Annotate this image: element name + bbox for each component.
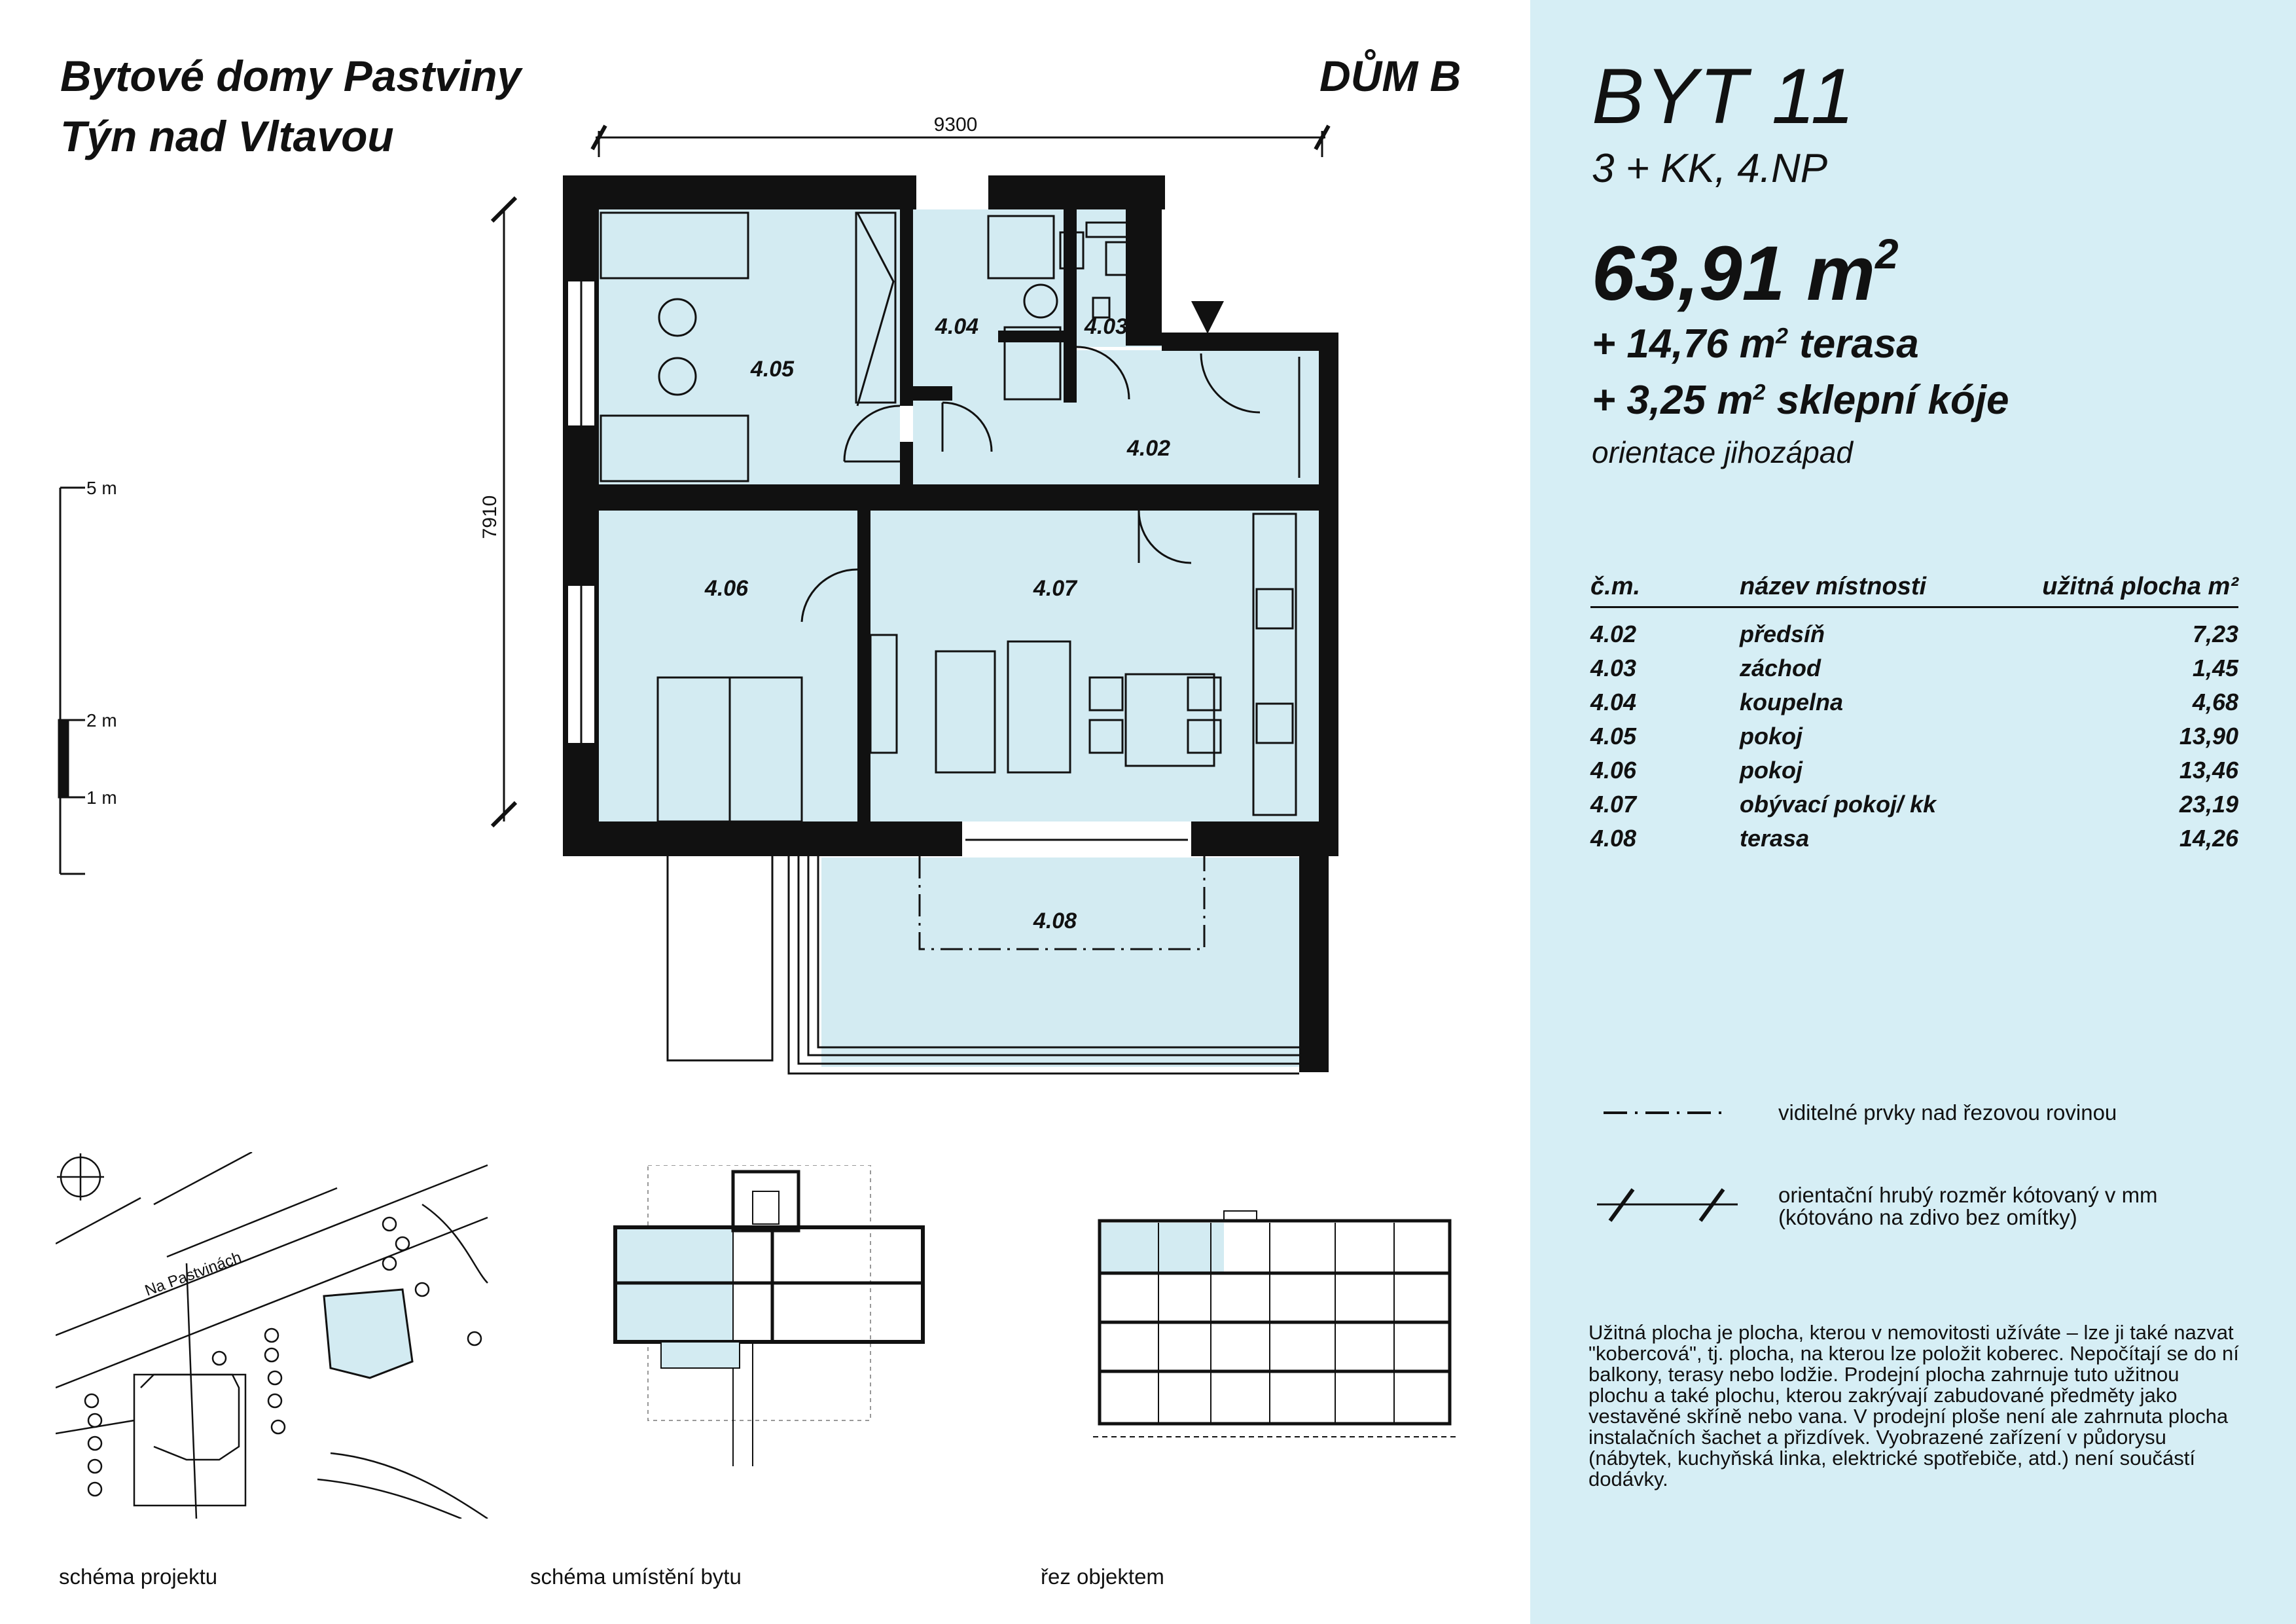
project-name: Bytové domy Pastviny: [60, 52, 522, 100]
legend-dimension-2: (kótováno na zdivo bez omítky): [1778, 1205, 2077, 1229]
caption-project-schema: schéma projektu: [59, 1564, 218, 1589]
cellar-area: [1592, 377, 2009, 424]
caption-unit-location: schéma umístění bytu: [530, 1564, 742, 1589]
terrace-sup: 2: [1775, 323, 1788, 349]
row-area: 23,19: [2179, 791, 2238, 818]
legend-dimension-1: orientační hrubý rozměr kótovaný v mm: [1778, 1183, 2158, 1207]
scale-bar: [59, 488, 85, 874]
building-section: [1093, 1204, 1460, 1466]
table-row: [1590, 791, 2238, 825]
scale-labels: [86, 478, 117, 808]
table-divider: [1590, 606, 2238, 608]
terrace-area: [1592, 321, 1919, 367]
terrace-value: + 14,76 m: [1592, 321, 1776, 367]
row-number: 4.04: [1590, 689, 1637, 715]
cellar-label: sklepní kóje: [1765, 378, 2009, 423]
area-sup: 2: [1875, 230, 1899, 278]
scale-label-2m: 2 m: [86, 710, 117, 731]
row-area: 4,68: [2192, 689, 2238, 715]
cellar-value: + 3,25 m: [1592, 378, 1753, 423]
table-row: [1590, 757, 2238, 791]
table-row: [1590, 723, 2238, 757]
table-header-name: název místnosti: [1740, 573, 1927, 600]
apartment-name: BYT 11: [1592, 52, 1856, 140]
terrace-label: terasa: [1787, 321, 1919, 367]
entrance-arrow-icon: [1191, 301, 1224, 334]
site-plan: [56, 1152, 501, 1519]
scale-label-5m: 5 m: [86, 478, 117, 498]
apartment-layout: 3 + KK, 4.NP: [1592, 146, 1828, 191]
table-row: [1590, 655, 2238, 689]
room-label-407: 4.07: [1033, 576, 1077, 601]
dash-dot-line-icon: [1604, 1100, 1734, 1126]
row-name: terasa: [1740, 825, 1810, 852]
row-number: 4.06: [1590, 757, 1637, 784]
dimension-line-icon: [1597, 1182, 1741, 1227]
table-row: [1590, 689, 2238, 723]
row-name: pokoj: [1740, 757, 1803, 784]
house-label: DŮM B: [1319, 52, 1462, 100]
row-number: 4.02: [1590, 621, 1637, 647]
room-label-404: 4.04: [935, 314, 979, 339]
room-label-402: 4.02: [1126, 436, 1171, 461]
street-label: Na Pastvinách: [142, 1248, 244, 1300]
row-number: 4.07: [1590, 791, 1637, 818]
table-row: [1590, 825, 2238, 859]
scale-label-1m: 1 m: [86, 787, 117, 808]
highlighted-building: [324, 1290, 412, 1378]
row-area: 14,26: [2179, 825, 2238, 852]
rooms-table: [1590, 621, 2238, 859]
row-name: předsíň: [1740, 621, 1825, 647]
row-name: obývací pokoj/ kk: [1740, 791, 1937, 818]
row-number: 4.03: [1590, 655, 1637, 681]
row-number: 4.05: [1590, 723, 1637, 749]
caption-section: řez objektem: [1041, 1564, 1164, 1589]
project-location: Týn nad Vltavou: [60, 112, 394, 160]
row-name: pokoj: [1740, 723, 1803, 749]
room-label-408: 4.08: [1033, 909, 1077, 933]
room-label-406: 4.06: [704, 576, 749, 601]
row-name: koupelna: [1740, 689, 1844, 715]
row-number: 4.08: [1590, 825, 1637, 852]
row-name: záchod: [1740, 655, 1821, 681]
legend-visible-elements: viditelné prvky nad řezovou rovinou: [1778, 1100, 2117, 1125]
floor-plan: [0, 0, 1505, 1113]
table-header-area: užitná plocha m²: [2042, 573, 2238, 600]
dimension-height-label: 7910: [479, 495, 501, 539]
orientation: orientace jihozápad: [1592, 435, 1853, 469]
row-area: 13,46: [2179, 757, 2238, 784]
unit-location-schema: [602, 1165, 936, 1466]
table-row: [1590, 621, 2238, 655]
apartment-area: [1592, 229, 1899, 318]
usable-area-note: Užitná plocha je plocha, kterou v nemovitosti užíváte – lze ji také nazvat "kobercová", tj. plocha, na kterou lze položit koberec. Nepočítají se do ní balkony, terasy nebo lodžie. Prodejní plocha zahrnuje tuto užitnou plochu a také plochu, kterou zakrývají zabudované předměty jako vestavěné skříně nebo vana. V prodejní ploše není ale zahrnuta plocha instalačních šachet a přizdívek. Vyobrazené zařízení v půdorysu (nábytek, kuchyňská linka, elektrické spotřebiče, atd.) není součástí dodávky.: [1588, 1321, 2239, 1490]
row-area: 7,23: [2192, 621, 2238, 647]
row-area: 13,90: [2179, 723, 2238, 749]
area-value: 63,91 m: [1592, 230, 1875, 317]
cellar-sup: 2: [1753, 380, 1766, 405]
dimension-width-label: 9300: [933, 114, 978, 135]
room-label-405: 4.05: [750, 357, 795, 382]
table-header-number: č.m.: [1590, 573, 1641, 600]
row-area: 1,45: [2192, 655, 2238, 681]
room-label-403: 4.03: [1084, 314, 1128, 339]
